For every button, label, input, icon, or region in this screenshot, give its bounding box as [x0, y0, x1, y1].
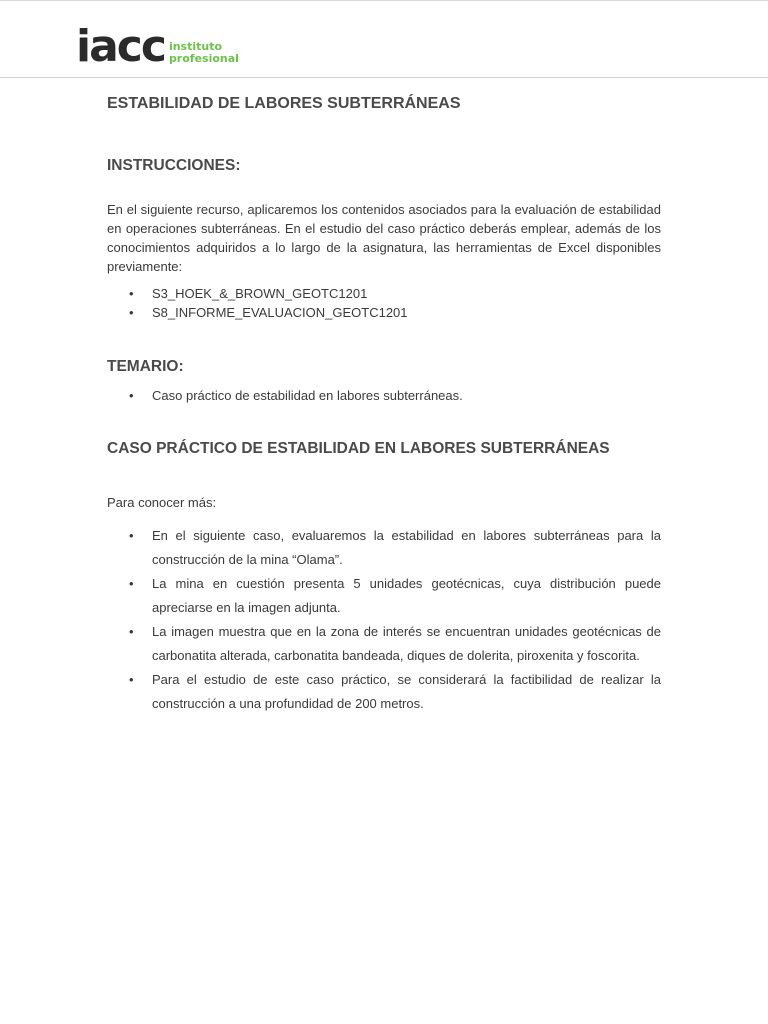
instructions-heading: INSTRUCCIONES:	[107, 157, 241, 174]
document-body	[107, 92, 661, 716]
bullet-icon: •	[129, 388, 134, 403]
list-item	[107, 572, 661, 620]
bullet-icon: •	[129, 576, 134, 591]
case-study-heading: CASO PRÁCTICO DE ESTABILIDAD EN LABORES SUBTERRÁNEAS	[107, 440, 610, 457]
list-item	[107, 284, 661, 303]
list-item	[107, 668, 661, 716]
bullet-icon: •	[129, 528, 134, 543]
case-item: La mina en cuestión presenta 5 unidades geotécnicas, cuya distribución puede apreciarse en la imagen adjunta.	[152, 576, 661, 615]
tools-list	[107, 284, 661, 322]
page-header	[0, 0, 768, 78]
temario-heading: TEMARIO:	[107, 358, 184, 375]
logo-wordmark: iacc	[76, 21, 165, 72]
case-intro: Para conocer más:	[107, 495, 217, 510]
document-title: ESTABILIDAD DE LABORES SUBTERRÁNEAS	[107, 95, 461, 112]
bullet-icon: •	[129, 305, 134, 320]
bullet-icon: •	[129, 672, 134, 687]
bullet-icon: •	[129, 286, 134, 301]
list-item	[107, 620, 661, 668]
tool-name: S8_INFORME_EVALUACION_GEOTC1201	[152, 305, 408, 320]
logo-subtitle	[169, 41, 239, 65]
temario-item: Caso práctico de estabilidad en labores subterráneas.	[152, 388, 463, 403]
logo-subtitle-line2: profesional	[168, 52, 239, 65]
list-item	[107, 386, 661, 405]
bullet-icon: •	[129, 624, 134, 639]
instructions-paragraph: En el siguiente recurso, aplicaremos los contenidos asociados para la evaluación de estabilidad en operaciones subterráneas. En el estudio del caso práctico deberás emplear, además de los conocimientos adquiridos a lo largo de la asignatura, las herramientas de Excel disponibles previamente:	[107, 202, 661, 274]
list-item	[107, 524, 661, 572]
case-list	[107, 524, 661, 716]
temario-list	[107, 386, 661, 405]
logo-subtitle-line1: instituto	[168, 40, 223, 53]
tool-name: S3_HOEK_&_BROWN_GEOTC1201	[152, 286, 368, 301]
case-item: Para el estudio de este caso práctico, se considerará la factibilidad de realizar la construcción a una profundidad de 200 metros.	[152, 672, 661, 711]
case-item: En el siguiente caso, evaluaremos la estabilidad en labores subterráneas para la construcción de la mina “Olama”.	[152, 528, 661, 567]
list-item	[107, 303, 661, 322]
case-item: La imagen muestra que en la zona de interés se encuentran unidades geotécnicas de carbonatita alterada, carbonatita bandeada, diques de dolerita, piroxenita y foscorita.	[152, 624, 661, 663]
iacc-logo	[76, 21, 239, 72]
